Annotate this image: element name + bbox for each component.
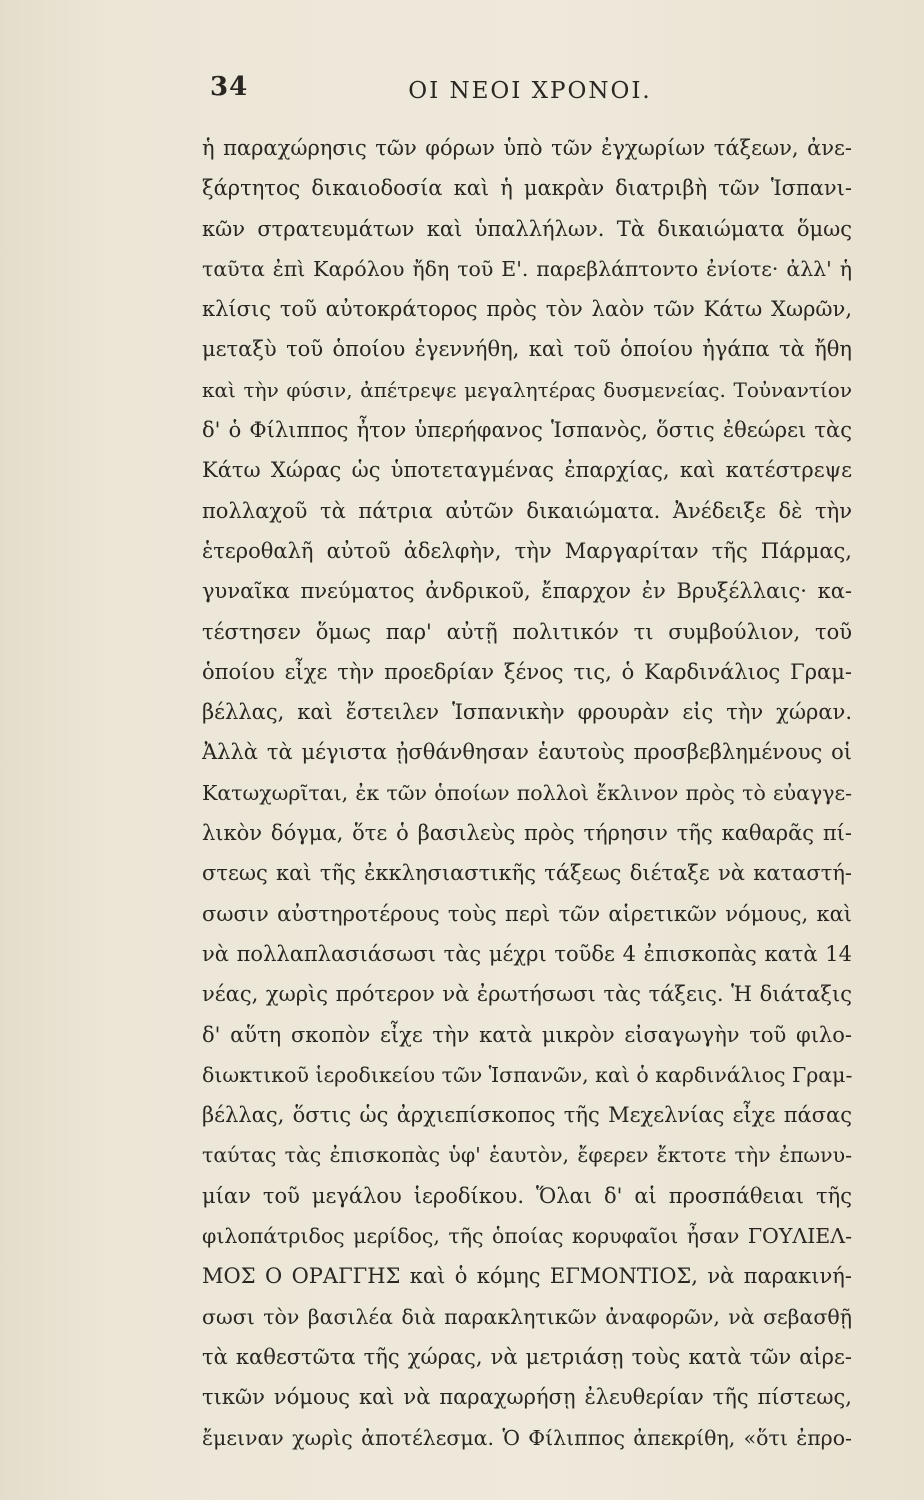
text-line: σωσιν αὐστηροτέρους τοὺς περὶ τῶν αἱρετικῶν νόμους, καὶ bbox=[202, 901, 852, 926]
text-line: Κατωχωρῖται, ἐκ τῶν ὁποίων πολλοὶ ἔκλινον πρὸς τὸ εὐαγγε- bbox=[202, 780, 852, 805]
text-line: τὰ καθεστῶτα τῆς χώρας, νὰ μετριάσῃ τοὺς κατὰ τῶν αἱρε- bbox=[202, 1344, 852, 1369]
text-line: ΜΟΣ Ο ΟΡΑΓΓΗΣ καὶ ὁ κόμης ΕΓΜΟΝΤΙΟΣ, νὰ παρακινή- bbox=[202, 1264, 852, 1289]
page-number: 34 bbox=[210, 72, 249, 102]
text-line: ταῦτα ἐπὶ Καρόλου ἤδη τοῦ Ε'. παρεβλάπτοντο ἐνίοτε· ἀλλ' ἡ bbox=[202, 256, 852, 281]
text-line: δ' αὕτη σκοπὸν εἶχε τὴν κατὰ μικρὸν εἰσαγωγὴν τοῦ φιλο- bbox=[202, 1022, 852, 1047]
text-line: ἑτεροθαλῆ αὐτοῦ ἀδελφὴν, τὴν Μαργαρίταν τῆς Πάρμας, bbox=[202, 538, 852, 563]
text-line: κλίσις τοῦ αὐτοκράτορος πρὸς τὸν λαὸν τῶν Κάτω Χωρῶν, bbox=[202, 297, 852, 322]
text-line: ξάρτητος δικαιοδοσία καὶ ἡ μακρὰν διατριβὴ τῶν Ἱσπανι- bbox=[202, 176, 852, 201]
text-line: διωκτικοῦ ἱεροδικείου τῶν Ἱσπανῶν, καὶ ὁ καρδινάλιος Γραμ- bbox=[202, 1062, 852, 1087]
text-line: στεως καὶ τῆς ἐκκλησιαστικῆς τάξεως διέταξε νὰ καταστή- bbox=[202, 861, 852, 886]
text-line: βέλλας, καὶ ἔστειλεν Ἱσπανικὴν φρουρὰν εἰς τὴν χώραν. bbox=[202, 700, 852, 725]
text-line: τικῶν νόμους καὶ νὰ παραχωρήσῃ ἐλευθερίαν τῆς πίστεως, bbox=[202, 1385, 852, 1410]
text-line: Ἀλλὰ τὰ μέγιστα ᾐσθάνθησαν ἑαυτοὺς προσβεβλημένους οἱ bbox=[202, 740, 852, 765]
text-line: μίαν τοῦ μεγάλου ἱεροδίκου. Ὅλαι δ' αἱ προσπάθειαι τῆς bbox=[202, 1183, 852, 1208]
text-line: νέας, χωρὶς πρότερον νὰ ἐρωτήσωσι τὰς τάξεις. Ἡ διάταξις bbox=[202, 982, 852, 1007]
text-line: γυναῖκα πνεύματος ἀνδρικοῦ, ἔπαρχον ἐν Βρυξέλλαις· κα- bbox=[202, 579, 852, 604]
text-line: φιλοπάτριδος μερίδος, τῆς ὁποίας κορυφαῖοι ἦσαν ΓΟΥΛΙΕΛ- bbox=[202, 1224, 852, 1249]
text-line: μεταξὺ τοῦ ὁποίου ἐγεννήθη, καὶ τοῦ ὁποίου ἠγάπα τὰ ἤθη bbox=[202, 337, 852, 362]
text-line: καὶ τὴν φύσιν, ἀπέτρεψε μεγαλητέρας δυσμενείας. Τοὐναντίον bbox=[202, 377, 852, 402]
text-line: ταύτας τὰς ἐπισκοπὰς ὑφ' ἑαυτὸν, ἔφερεν ἔκτοτε τὴν ἐπωνυ- bbox=[202, 1143, 852, 1168]
text-line: νὰ πολλαπλασιάσωσι τὰς μέχρι τοῦδε 4 ἐπισκοπὰς κατὰ 14 bbox=[202, 941, 852, 966]
text-line: σωσι τὸν βασιλέα διὰ παρακλητικῶν ἀναφορῶν, νὰ σεβασθῇ bbox=[202, 1304, 852, 1329]
body-text bbox=[202, 128, 852, 1458]
text-line: δ' ὁ Φίλιππος ἦτον ὑπερήφανος Ἱσπανὸς, ὅστις ἐθεώρει τὰς bbox=[202, 418, 852, 443]
text-line: λικὸν δόγμα, ὅτε ὁ βασιλεὺς πρὸς τήρησιν τῆς καθαρᾶς πί- bbox=[202, 821, 852, 846]
page-header bbox=[210, 72, 850, 112]
text-line: ἔμειναν χωρὶς ἀποτέλεσμα. Ὁ Φίλιππος ἀπεκρίθη, «ὅτι ἐπρο- bbox=[202, 1425, 852, 1450]
text-line: Κάτω Χώρας ὡς ὑποτεταγμένας ἐπαρχίας, καὶ κατέστρεψε bbox=[202, 458, 852, 483]
text-line: κῶν στρατευμάτων καὶ ὑπαλλήλων. Τὰ δικαιώματα ὅμως bbox=[202, 216, 852, 241]
running-title: ΟΙ ΝΕΟΙ ΧΡΟΝΟΙ. bbox=[408, 78, 652, 104]
text-line: βέλλας, ὅστις ὡς ἀρχιεπίσκοπος τῆς Μεχελνίας εἶχε πάσας bbox=[202, 1103, 852, 1128]
text-line: ὁποίου εἶχε τὴν προεδρίαν ξένος τις, ὁ Καρδινάλιος Γραμ- bbox=[202, 659, 852, 684]
text-line: πολλαχοῦ τὰ πάτρια αὐτῶν δικαιώματα. Ἀνέδειξε δὲ τὴν bbox=[202, 498, 852, 523]
text-line: ἡ παραχώρησις τῶν φόρων ὑπὸ τῶν ἐγχωρίων τάξεων, ἀνε- bbox=[202, 136, 852, 160]
text-line: τέστησεν ὅμως παρ' αὐτῇ πολιτικόν τι συμβούλιον, τοῦ bbox=[202, 619, 852, 644]
